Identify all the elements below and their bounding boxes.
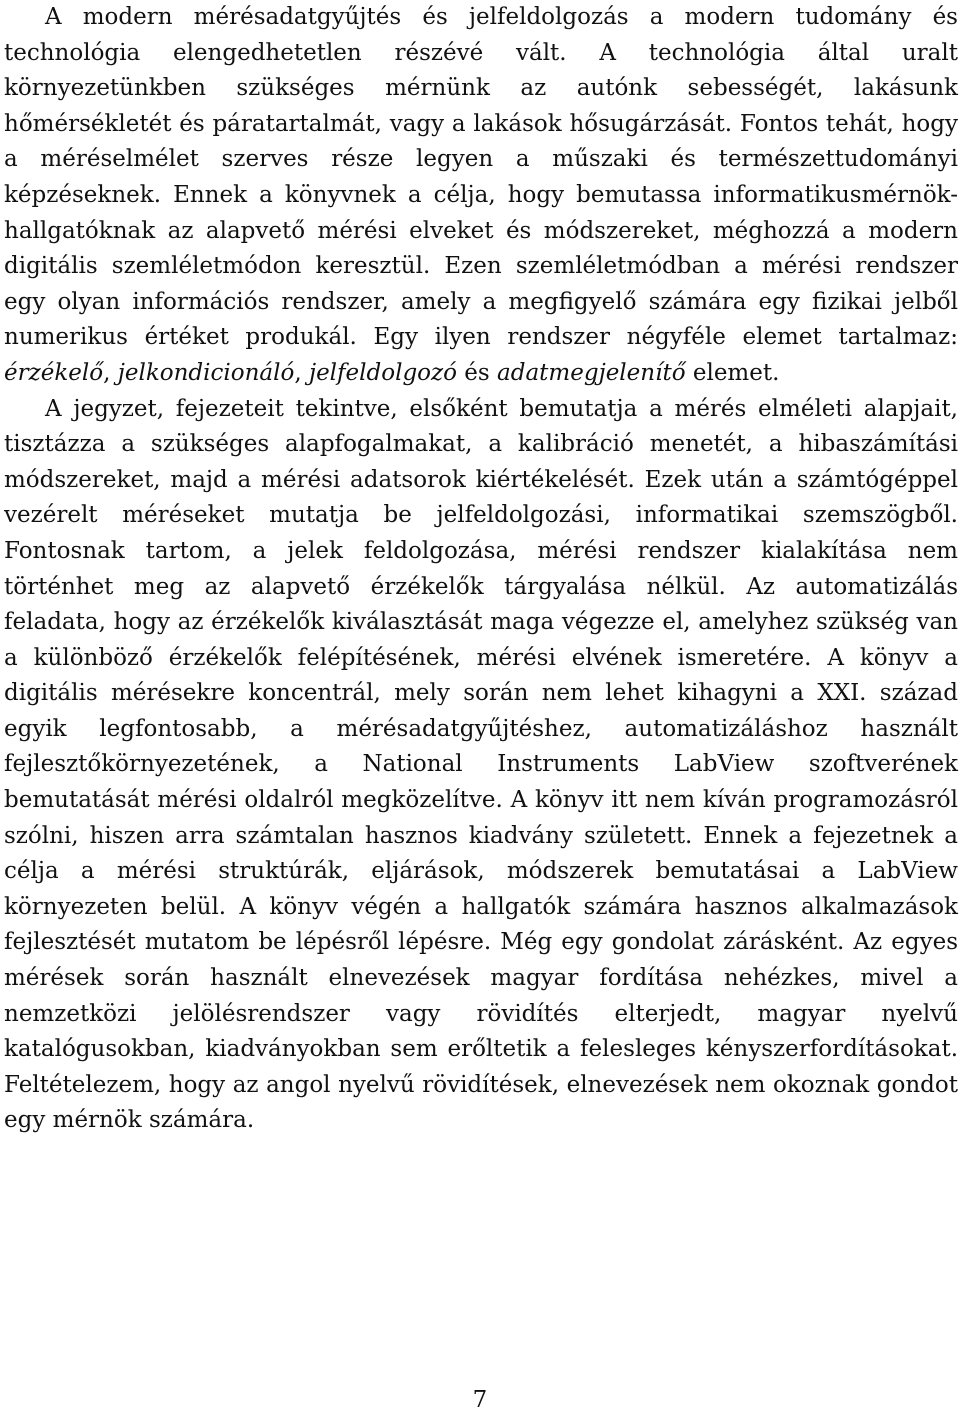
page-number: 7 bbox=[472, 1387, 488, 1413]
paragraph-intro bbox=[4, 0, 958, 392]
italic-term-sensor: érzékelő bbox=[4, 359, 104, 386]
text-segment: , bbox=[103, 359, 118, 386]
text-segment: A modern mérésadatgyűjtés és jelfeldolgozás a modern tudomány és technológia elengedhetetlen részévé vált. A technológia által uralt környezetünkben szükséges mérnünk az autónk sebességét, lakásunk hőmérsékletét és páratartalmát, vagy a lakások hősugárzását. Fontos tehát, hogy a méréselmélet szerves része legyen a műszaki és természettudományi képzéseknek. Ennek a könyvnek a célja, hogy bemutassa informatikusmérnök-hallgatóknak az alapvető mérési elveket és módszereket, méghozzá a modern digitális szemléletmódon keresztül. Ezen szemléletmódban a mérési rendszer egy olyan információs rendszer, amely a megfigyelő számára egy fizikai jelből numerikus értéket produkál. Egy ilyen rendszer négyféle elemet tartalmaz: bbox=[4, 4, 958, 351]
text-segment: , bbox=[294, 359, 309, 386]
italic-term-signal-processor: jelfeldolgozó bbox=[308, 359, 457, 386]
paragraph-structure bbox=[4, 392, 958, 1139]
text-segment: A jegyzet, fejezeteit tekintve, elsőként bemutatja a mérés elméleti alapjait, tisztázza a szükséges alapfogalmakat, a kalibráció menetét, a hibaszámítási módszereket, majd a mérési adatsorok kiértékelését. Ezek után a számtógéppel vezérelt méréseket mutatja be jelfeldolgozási, informatikai szemszögből. Fontosnak tartom, a jelek feldolgozása, mérési rendszer kialakítása nem történhet meg az alapvető érzékelők tárgyalása nélkül. Az automatizálás feladata, hogy az érzékelők kiválasztását maga végezze el, amelyhez szükség van a különböző érzékelők felépítésének, mérési elvének ismeretére. A könyv a digitális mérésekre koncentrál, mely során nem lehet kihagyni a XXI. század egyik legfontosabb, a mérésadatgyűjtéshez, automatizáláshoz használt fejlesztőkörnyezetének, a National Instruments LabView szoftverének bemutatását mérési oldalról megközelítve. A könyv itt nem kíván programozásról szólni, hiszen arra számtalan hasznos kiadvány született. Ennek a fejezetnek a célja a mérési struktúrák, eljárások, módszerek bemutatásai a LabView környezeten belül. A könyv végén a hallgatók számára hasznos alkalmazások fejlesztését mutatom be lépésről lépésre. Még egy gondolat zárásként. Az egyes mérések során használt elnevezések magyar fordítása nehézkes, mivel a nemzetközi jelölésrendszer vagy rövidítés elterjedt, magyar nyelvű katalógusokban, kiadványokban sem erőltetik a felesleges kényszerfordításokat. Feltételezem, hogy az angol nyelvű rövidítések, elnevezések nem okoznak gondot egy mérnök számára. bbox=[4, 395, 958, 1134]
text-segment: elemet. bbox=[685, 359, 780, 386]
text-segment: és bbox=[456, 359, 498, 386]
italic-term-data-display: adatmegjelenítő bbox=[497, 359, 686, 386]
body-text bbox=[4, 0, 958, 1139]
italic-term-signal-conditioner: jelkondicionáló bbox=[117, 359, 295, 386]
